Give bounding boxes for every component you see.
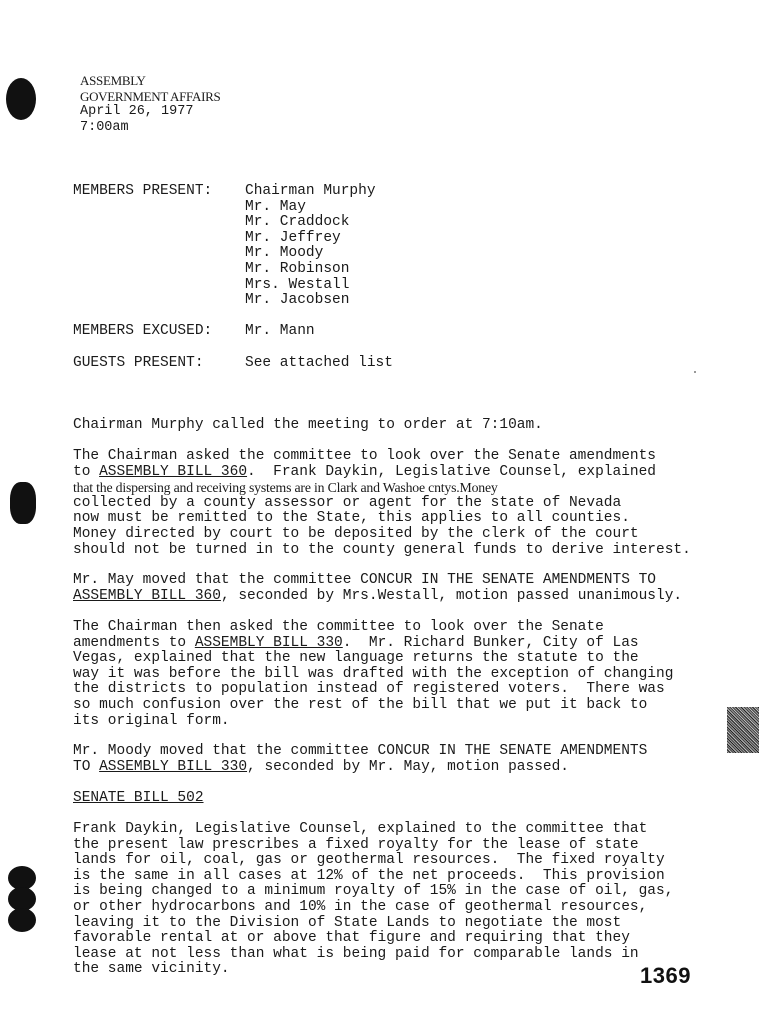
paragraph-line: lease at not less than what is being paid for comparable lands in xyxy=(73,945,639,962)
paragraph-line: The Chairman then asked the committee to look over the Senate xyxy=(73,619,604,635)
paragraph-ab330-motion xyxy=(73,744,733,775)
member-name: Mr. Moody xyxy=(245,245,324,262)
paragraph-line: is being changed to a minimum royalty of 15% in the case of oil, gas, xyxy=(73,883,674,900)
guests-present-label: GUESTS PRESENT: xyxy=(73,354,204,371)
text-segment: TO xyxy=(73,758,100,775)
text-segment: . Frank Daykin, Legislative Counsel, explained xyxy=(247,463,657,480)
paragraph-line: now must be remitted to the State, this applies to all counties. xyxy=(73,510,630,527)
paragraph-line: leaving it to the Division of State Lands to negotiate the most xyxy=(73,914,622,931)
paragraph-line: the districts to population instead of registered voters. There was xyxy=(73,681,665,698)
paragraph-line: collected by a county assessor or agent for the state of Nevada xyxy=(73,494,622,511)
guests-value: See attached list xyxy=(245,354,393,371)
text-segment: , seconded by Mrs.Westall, motion passed unanimously. xyxy=(220,587,683,604)
paragraph-line: Frank Daykin, Legislative Counsel, explained to the committee that xyxy=(73,821,648,837)
paragraph-line xyxy=(73,589,733,605)
section-heading-sb502 xyxy=(73,791,733,807)
text-segment: amendments to xyxy=(73,634,195,651)
binder-hole-top xyxy=(6,78,36,120)
text-segment: , seconded by Mr. May, motion passed. xyxy=(247,758,569,775)
paragraph-line: Mr. Moody moved that the committee CONCUR IN THE SENATE AMENDMENTS xyxy=(73,743,648,759)
text-segment: . Mr. Richard Bunker, City of Las xyxy=(342,634,639,651)
member-name: Mr. Jacobsen xyxy=(245,292,350,309)
paragraph-line: the present law prescribes a fixed royalty for the lease of state xyxy=(73,836,639,853)
member-name: Mr. May xyxy=(245,198,306,215)
paragraph-line: way it was before the bill was drafted with the exception of changing xyxy=(73,665,674,682)
header-committee-line2: GOVERNMENT AFFAIRS xyxy=(80,88,221,104)
document-header xyxy=(80,73,220,135)
bill-reference: ASSEMBLY BILL 360 xyxy=(73,587,221,604)
paragraph-line: Vegas, explained that the new language returns the statute to the xyxy=(73,650,639,667)
scan-speck xyxy=(694,371,696,373)
paragraph-line: should not be turned in to the county general funds to derive interest. xyxy=(73,541,691,558)
bill-reference: ASSEMBLY BILL 330 xyxy=(99,758,248,775)
paragraph-line: Money directed by court to be deposited by the clerk of the court xyxy=(73,525,639,542)
paragraph-line xyxy=(73,760,733,776)
member-name: Mr. Craddock xyxy=(245,214,350,231)
paragraph-ab330-discussion xyxy=(73,620,733,729)
members-excused-label: MEMBERS EXCUSED: xyxy=(73,323,213,340)
member-name: Mr. Robinson xyxy=(245,260,350,277)
paragraph-line: Mr. May moved that the committee CONCUR IN THE SENATE AMENDMENTS TO xyxy=(73,572,656,588)
paragraph-line: is the same in all cases at 12% of the net proceeds. This provision xyxy=(73,867,665,884)
excused-member-name: Mr. Mann xyxy=(245,323,315,340)
paragraph-line: that the dispersing and receiving systems are in Clark and Washoe cntys.Money xyxy=(73,480,498,496)
binder-hole-middle xyxy=(10,482,36,524)
paragraph-ab360-discussion xyxy=(73,449,733,558)
paragraph-line: its original form. xyxy=(73,712,230,729)
paragraph-line: favorable rental at or above that figure and requiring that they xyxy=(73,930,630,947)
header-committee-line1: ASSEMBLY xyxy=(80,73,146,88)
member-name: Mr. Jeffrey xyxy=(245,229,341,246)
member-name: Mrs. Westall xyxy=(245,276,350,293)
member-name: Chairman Murphy xyxy=(245,183,376,199)
binder-hole-bottom-3 xyxy=(8,908,36,932)
paragraph-ab360-motion xyxy=(73,573,733,604)
paragraph-line: lands for oil, coal, gas or geothermal resources. The fixed royalty xyxy=(73,852,665,869)
paragraph-line: so much confusion over the rest of the bill that we put it back to xyxy=(73,696,648,713)
header-time: 7:00am xyxy=(80,119,129,135)
paragraph-call-to-order xyxy=(73,418,733,434)
paragraph-line: the same vicinity. xyxy=(73,961,230,978)
text-segment: to xyxy=(73,463,100,480)
paragraph-line: or other hydrocarbons and 10% in the case of geothermal resources, xyxy=(73,898,648,915)
paragraph-line xyxy=(73,465,733,481)
page-number: 1369 xyxy=(640,963,691,988)
paragraph-line xyxy=(73,636,733,652)
header-date: April 26, 1977 xyxy=(80,104,194,119)
section-heading: SENATE BILL 502 xyxy=(73,790,204,806)
bill-reference: ASSEMBLY BILL 360 xyxy=(99,463,248,480)
paragraph-line: The Chairman asked the committee to look over the Senate amendments xyxy=(73,448,656,464)
paragraph-sb502-explanation xyxy=(73,822,733,978)
paragraph-line: Chairman Murphy called the meeting to order at 7:10am. xyxy=(73,417,543,433)
bill-reference: ASSEMBLY BILL 330 xyxy=(194,634,343,651)
members-present-label: MEMBERS PRESENT: xyxy=(73,183,213,199)
